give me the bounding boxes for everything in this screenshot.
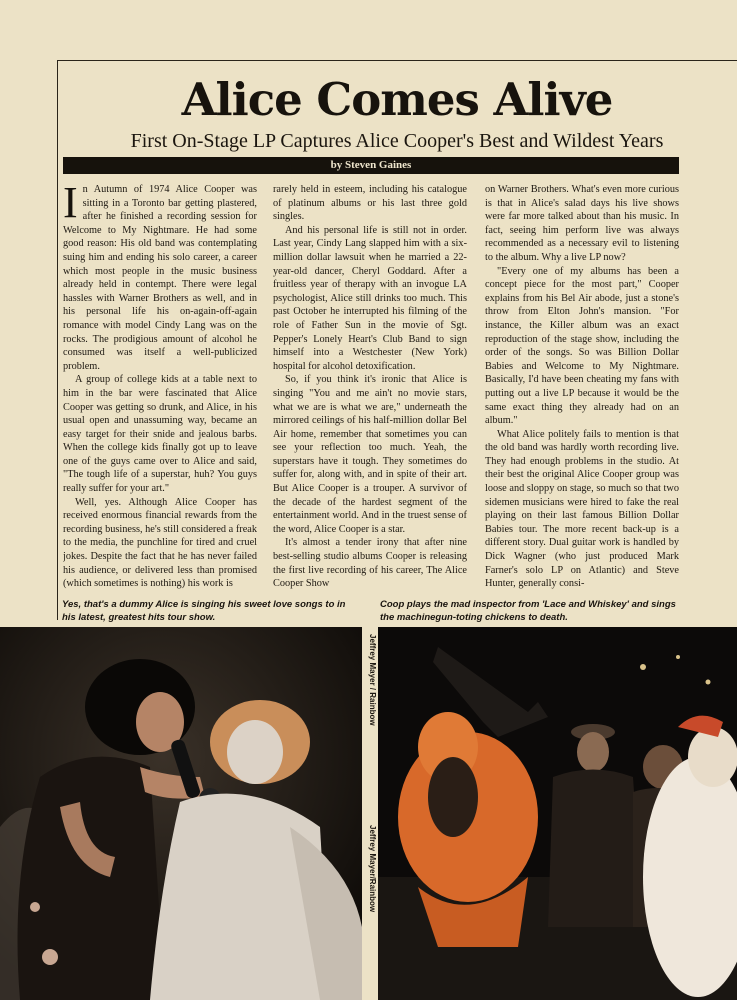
paragraph-text: n Autumn of 1974 Alice Cooper was sitting in a Toronto bar getting plastered, after he finished a recording session for Welcome to My Nightmare. He had some good reason: His old band was contemplating suing him and ending his solo career, a career which most people in the music business already held in contempt. There were legal hassles with Warner Brothers as well, and in his personal life his on-again-off-again romance with model Cindy Lang was on the rocks. The prodigious amount of alcohol he consumed was itself a well-publicized problem. (63, 184, 257, 372)
paragraph: "Every one of my albums has been a concept piece for the most part," Cooper explains from his Bel Air abode, just a stone's throw from Elton John's mansion. "For instance, the Killer album was an exact reproduction of the stage show, including the order of the songs. So was Billion Dollar Babies and Welcome to My Nightmare. Basically, I'd have been cheating my fans with putting out a live LP because it would be the same exact thing they already had on an album." (485, 265, 679, 427)
article-column-2 (273, 183, 467, 589)
concert-photo-dummy (0, 627, 362, 1000)
drop-cap: I (63, 183, 78, 227)
byline: by Steven Gaines (330, 159, 412, 171)
paragraph: A group of college kids at a table next to him in the bar were fascinated that Alice Cooper was getting so drunk, and Alice, in his usual open and unassuming way, became an easy target for their snide and jealous barbs. When the college kids finally got up to leave one of the guys came over to Alice and said, "The tough life of a superstar, huh? You guys really suffer for your art." (63, 374, 257, 495)
concert-photo-chickens (378, 627, 737, 1000)
paragraph: And his personal life is still not in order. Last year, Cindy Lang slapped him with a six-million dollar lawsuit when he married a 22-year-old dancer, Cheryl Goddard. After a fruitless year of therapy with an invogue LA psychologist, Alice still drinks too much. This past October he interrupted his filming of the role of Father Sun in the movie of Sgt. Pepper's Lonely Heart's Club Band to sign himself into a Westchester (New York) hospital for alcohol detoxification. (273, 224, 467, 372)
paragraph (63, 183, 257, 373)
concert-photo-chickens-image (378, 627, 737, 1000)
article-column-1 (63, 183, 257, 589)
frame-rule-top (57, 60, 737, 61)
photo-caption-left: Yes, that's a dummy Alice is singing his sweet love songs to in his latest, greatest hits tour show. (62, 599, 346, 623)
subheadline: First On-Stage LP Captures Alice Cooper's Best and Wildest Years (130, 130, 664, 152)
headline: Alice Comes Alive (181, 73, 613, 126)
photo-caption-right: Coop plays the mad inspector from 'Lace and Whiskey' and sings the machinegun-toting chickens to death. (380, 599, 676, 623)
paragraph: What Alice politely fails to mention is that the old band was hardly worth recording live. They had enough problems in the studio. At their best the original Alice Cooper group was loose and sloppy on stage, so much so that two sidemen musicians were hired to fake the real playing on their last famous Billion Dollar Babies tour. The more recent back-up is a different story. Dual guitar work is handled by Dick Wagner (who just produced Mark Farner's solo LP on Atlantic) and Steve Hunter, generally consi- (485, 428, 679, 589)
paragraph: on Warner Brothers. What's even more curious is that in Alice's salad days his live shows were far more talked about than his music. In fact, seeing him perform live was always recommended as a necessary evil to listening to the album. Why a live LP now? (485, 184, 679, 263)
concert-photo-dummy-image (0, 627, 362, 1000)
article-column-3 (485, 183, 679, 589)
paragraph: It's almost a tender irony that after nine best-selling studio albums Cooper is releasing the first live recording of his career, The Alice Cooper Show (273, 537, 467, 589)
photo-credit-2: Jeffrey Mayer/Rainbow (368, 825, 377, 913)
paragraph: Well, yes. Although Alice Cooper has received enormous financial rewards from the recording business, he's still considered a freak to the media, the punchline for tired and cruel jokes. Despite the fact that he has never failed his audience, or delivered less than promised (which sometimes is nothing) his work is (63, 496, 257, 589)
photo-credit-1: Jeffrey Mayer / Rainbow (368, 634, 377, 726)
paragraph: rarely held in esteem, including his catalogue of platinum albums or his last three gold singles. (273, 184, 467, 223)
paragraph: So, if you think it's ironic that Alice is singing "You and me ain't no movie stars, what we are is what we are," underneath the mirrored ceilings of his half-million dollar Bel Air home, remember that sometimes you can see your reflection too much. Yeah, the superstars have it tough. They sometimes do suffer for, along with, and in spite of their art. But Alice Cooper is a trouper. A survivor of the decade of the hardest segment of the entertainment world. And in the truest sense of the word, Alice Cooper is a star. (273, 374, 467, 535)
byline-bar (63, 157, 679, 174)
